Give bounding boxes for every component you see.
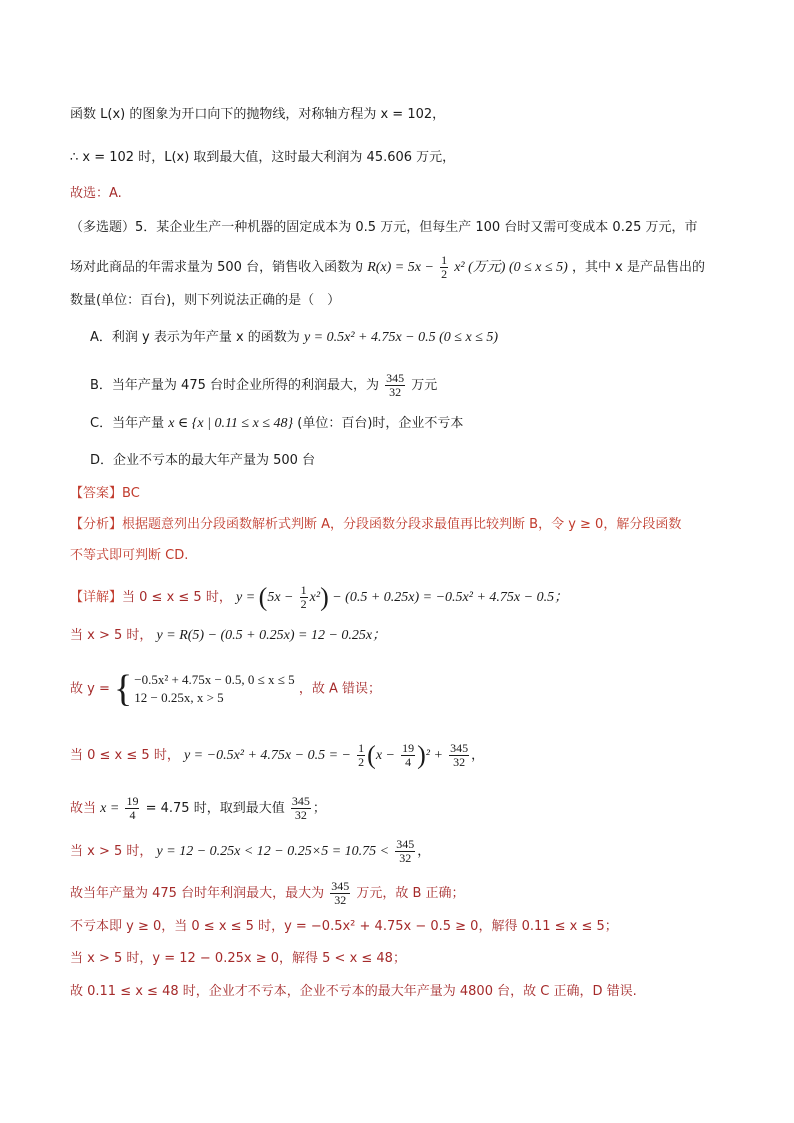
piecewise-function: { −0.5x² + 4.75x − 0.5, 0 ≤ x ≤ 5 12 − 0.25x, x > 5 <box>114 668 295 710</box>
option-d: D．企业不亏本的最大年产量为 500 台 <box>90 453 316 468</box>
fraction: $\frac{1}{2}$ <box>441 253 448 281</box>
fraction: $\frac{19}{4}$ <box>126 794 139 822</box>
option-c: C．当年产量 x ∈ {x | 0.11 ≤ x ≤ 48} (单位：百台)时，企业不亏本 <box>90 416 464 431</box>
detail-line-9: 当 x > 5 时，y = 12 − 0.25x ≥ 0，解得 5 < x ≤ 48； <box>70 951 406 966</box>
detail-line-1: 【详解】当 0 ≤ x ≤ 5 时， y = (5x − $\frac{1}{2}$ x²) − (0.5 + 0.25x) = −0.5x² + 4.75x − 0.5； <box>70 582 569 612</box>
question-header: （多选题）5．某企业生产一种机器的固定成本为 0.5 万元，但每生产 100 台时又需可变成本 0.25 万元，市 <box>70 220 698 235</box>
fraction: $\frac{345}{32}$ <box>396 837 415 865</box>
detail-line-2: 当 x > 5 时， y = R(5) − (0.5 + 0.25x) = 12 − 0.25x； <box>70 628 387 643</box>
fraction: $\frac{345}{32}$ <box>386 371 405 399</box>
question-line-3: 数量(单位：百台)，则下列说法正确的是（ ） <box>70 293 341 308</box>
detail-line-5: 故当 x = $\frac{19}{4}$ = 4.75 时，取到最大值 $\frac{345}{32}$ ； <box>70 794 326 822</box>
line-max-profit: ∴ x = 102 时，L(x) 取到最大值，这时最大利润为 45.606 万元， <box>70 150 456 165</box>
detail-line-10: 故 0.11 ≤ x ≤ 48 时，企业才不亏本，企业不亏本的最大年产量为 4800 台，故 C 正确，D 错误. <box>70 984 637 999</box>
detail-line-7: 故当年产量为 475 台时年利润最大，最大为 $\frac{345}{32}$ 万元，故 B 正确； <box>70 879 465 907</box>
fraction: $\frac{345}{32}$ <box>450 741 469 769</box>
analysis-line-1: 【分析】根据题意列出分段函数解析式判断 A，分段函数分段求最值再比较判断 B，令 y ≥ 0，解分段函数 <box>70 517 682 532</box>
detail-line-8: 不亏本即 y ≥ 0，当 0 ≤ x ≤ 5 时，y = −0.5x² + 4.75x − 0.5 ≥ 0，解得 0.11 ≤ x ≤ 5； <box>70 919 618 934</box>
fraction: $\frac{19}{4}$ <box>402 741 415 769</box>
fraction: $\frac{1}{2}$ <box>358 741 365 769</box>
line-choice: 故选：A. <box>70 186 122 201</box>
fraction: $\frac{1}{2}$ <box>300 583 307 611</box>
line-parabola: 函数 L(x) 的图象为开口向下的抛物线，对称轴方程为 x = 102， <box>70 107 446 122</box>
option-b: B．当年产量为 475 台时企业所得的利润最大，为 $\frac{345}{32}$ 万元 <box>90 371 438 399</box>
option-a: A．利润 y 表示为年产量 x 的函数为 y = 0.5x² + 4.75x − 0.5 (0 ≤ x ≤ 5) <box>90 330 499 345</box>
fraction: $\frac{345}{32}$ <box>291 794 310 822</box>
analysis-line-2: 不等式即可判断 CD. <box>70 548 189 563</box>
detail-line-3: 故 y = { −0.5x² + 4.75x − 0.5, 0 ≤ x ≤ 5 12 − 0.25x, x > 5 ，故 A 错误； <box>70 668 381 710</box>
fraction: $\frac{345}{32}$ <box>331 879 350 907</box>
question-line-2: 场对此商品的年需求量为 500 台，销售收入函数为 R(x) = 5x − $\frac{1}{2}$ x² (万元) (0 ≤ x ≤ 5) ，其中 x 是产品售出的 <box>70 253 705 281</box>
answer: 【答案】BC <box>70 486 140 501</box>
detail-line-4: 当 0 ≤ x ≤ 5 时， y = −0.5x² + 4.75x − 0.5 = − $\frac{1}{2}$ (x − $\frac{19}{4}$ )² + $\frac{345}{32}$ ， <box>70 740 485 770</box>
detail-line-6: 当 x > 5 时， y = 12 − 0.25x < 12 − 0.25×5 = 10.75 < $\frac{345}{32}$ ， <box>70 837 431 865</box>
